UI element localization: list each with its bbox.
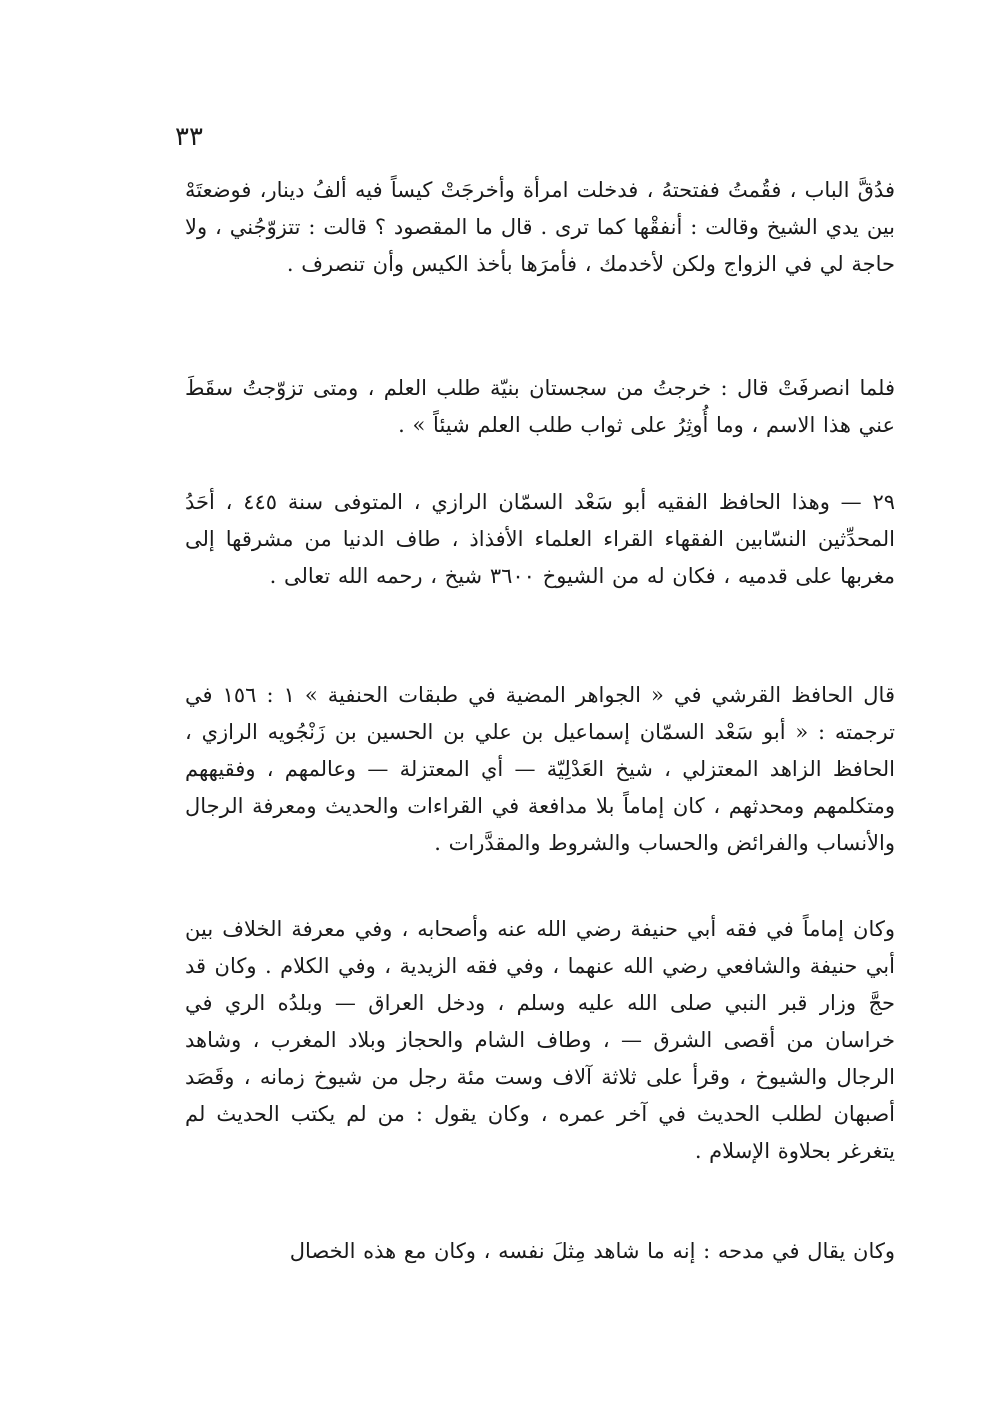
paragraph-1	[185, 172, 895, 283]
page-number: ٣٣	[175, 122, 203, 152]
paragraph-text: وكان يقال في مدحه : إنه ما شاهد مِثلَ نفسه ، وكان مع هذه الخصال	[289, 1239, 895, 1263]
paragraph-text: ٢٩ — وهذا الحافظ الفقيه أبو سَعْد السمّان الرازي ، المتوفى سنة ٤٤٥ ، أحَدُ المحدِّثين النسّابين الفقهاء القراء العلماء الأفذاذ ، طاف الدنيا من مشرقها إلى مغربها على قدميه ، فكان له من الشيوخ ٣٦٠٠ شيخ ، رحمه الله تعالى .	[185, 490, 896, 588]
paragraph-3	[185, 484, 895, 595]
paragraph-text: فلما انصرفَتْ قال : خرجتُ من سجستان بنيّة طلب العلم ، ومتى تزوّجتُ سقَطَ عني هذا الاسم ، وما أُوثِرُ على ثواب طلب العلم شيئاً » .	[185, 376, 895, 437]
paragraph-text: وكان إماماً في فقه أبي حنيفة رضي الله عنه وأصحابه ، وفي معرفة الخلاف بين أبي حنيفة والشافعي رضي الله عنهما ، وفي فقه الزيدية ، وفي الكلام . وكان قد حجَّ وزار قبر النبي صلى الله عليه وسلم ، ودخل العراق — وبلدُه الري في خراسان من أقصى الشرق — ، وطاف الشام والحجاز وبلاد المغرب ، وشاهد الرجال والشيوخ ، وقرأ على ثلاثة آلاف وست مئة رجل من شيوخ زمانه ، وقَصَد أصبهان لطلب الحديث في آخر عمره ، وكان يقول : من لم يكتب الحديث لم يتغرغر بحلاوة الإسلام .	[185, 917, 895, 1163]
paragraph-5	[185, 911, 895, 1170]
paragraph-2	[185, 370, 895, 444]
paragraph-6	[185, 1233, 895, 1270]
paragraph-text: قال الحافظ القرشي في « الجواهر المضية في طبقات الحنفية » ١ : ١٥٦ في ترجمته : « أبو سَعْد السمّان إسماعيل بن علي بن الحسين بن زَنْجُويه الرازي ، الحافظ الزاهد المعتزلي ، شيخ العَدْلِيّة — أي المعتزلة — وعالمهم ، وفقيههم ومتكلمهم ومحدثهم ، كان إماماً بلا مدافعة في القراءات والحديث ومعرفة الرجال والأنساب والفرائض والحساب والشروط والمقدَّرات .	[185, 683, 895, 855]
paragraph-text: فدُقَّ الباب ، فقُمتُ ففتحتهُ ، فدخلت امرأة وأخرجَتْ كيساً فيه ألفُ دينار، فوضعتَهْ بين يدي الشيخ وقالت : أنفقْها كما ترى . قال ما المقصود ؟ قالت : تتزوّجُني ، ولا حاجة لي في الزواج ولكن لأخدمك ، فأمرَها بأخذ الكيس وأن تنصرف .	[185, 178, 895, 276]
paragraph-4	[185, 677, 895, 862]
